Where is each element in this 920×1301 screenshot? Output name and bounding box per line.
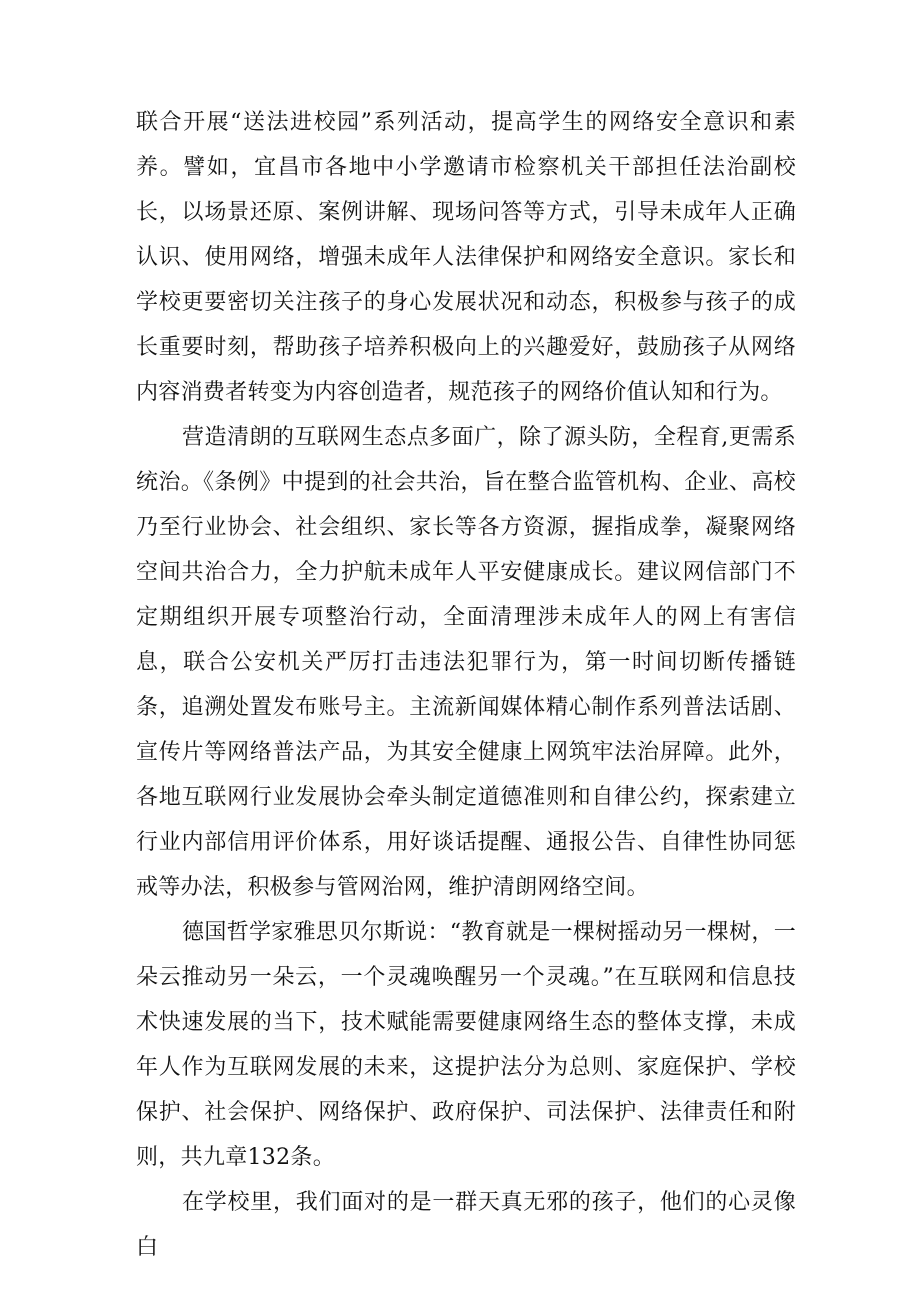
paragraph-school: 在学校里，我们面对的是一群天真无邪的孩子，他们的心灵像白 bbox=[136, 1190, 796, 1260]
paragraph-continuation: 联合开展“送法进校园”系列活动，提高学生的网络安全意识和素养。譬如，宜昌市各地中小学邀请市检察机关干部担任法治副校长，以场景还原、案例讲解、现场问答等方式，引导未成年人正确认识、使用网络，增强未成年人法律保护和网络安全意识。家长和学校更要密切关注孩子的身心发展状况和动态，积极参与孩子的成长重要时刻，帮助孩子培养积极向上的兴趣爱好，鼓励孩子从网络内容消费者转变为内容创造者，规范孩子的网络价值认知和行为。 bbox=[136, 110, 796, 405]
paragraph-jaspers-quote: 德国哲学家雅思贝尔斯说：“教育就是一棵树摇动另一棵树，一朵云推动另一朵云，一个灵魂唤醒另一个灵魂。”在互联网和信息技术快速发展的当下，技术赋能需要健康网络生态的整体支撑，未成年人作为互联网发展的未来，这提护法分为总则、家庭保护、学校保护、社会保护、网络保护、政府保护、司法保护、法律责任和附则，共九章132条。 bbox=[136, 920, 796, 1170]
document-body bbox=[136, 100, 796, 1270]
paragraph-social-governance: 营造清朗的互联网生态点多面广，除了源头防，全程育,更需系统治。《条例》中提到的社会共治，旨在整合监管机构、企业、高校乃至行业协会、社会组织、家长等各方资源，握指成拳，凝聚网络空间共治合力，全力护航未成年人平安健康成长。建议网信部门不定期组织开展专项整治行动，全面清理涉未成年人的网上有害信息，联合公安机关严厉打击违法犯罪行为，第一时间切断传播链条，追溯处置发布账号主。主流新闻媒体精心制作系列普法话剧、宣传片等网络普法产品，为其安全健康上网筑牢法治屏障。此外，各地互联网行业发展协会牵头制定道德准则和自律公约，探索建立行业内部信用评价体系，用好谈话提醒、通报公告、自律性协同惩戒等办法，积极参与管网治网，维护清朗网络空间。 bbox=[136, 425, 796, 900]
